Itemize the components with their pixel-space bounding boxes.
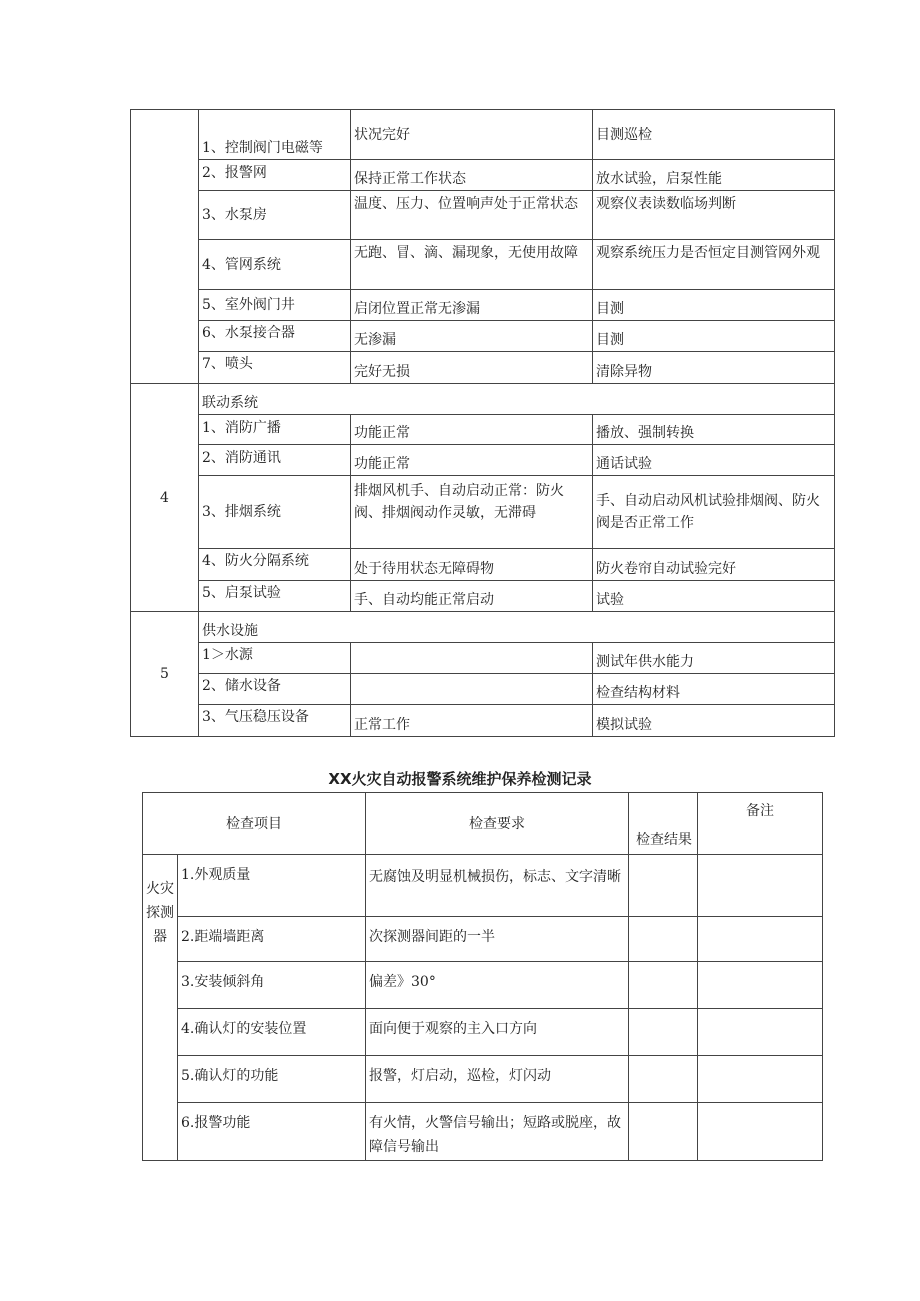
item-cell: 4.确认灯的安装位置 [178, 1009, 366, 1056]
method-cell: 目测 [593, 290, 835, 321]
note-cell [698, 855, 823, 917]
item-cell: 2、消防通讯 [199, 445, 351, 476]
method-cell: 播放、强制转换 [593, 415, 835, 445]
requirement-cell: 保持正常工作状态 [351, 160, 593, 191]
requirement-cell: 无跑、冒、滴、漏现象，无使用故障 [351, 240, 593, 290]
detector-inspection-table [142, 792, 823, 1161]
item-cell: 4、防火分隔系统 [199, 549, 351, 581]
group-number: 4 [131, 384, 199, 612]
group-title: 联动系统 [199, 384, 835, 415]
method-cell: 检查结构材料 [593, 674, 835, 705]
note-cell [698, 1103, 823, 1161]
requirement-cell: 功能正常 [351, 445, 593, 476]
item-cell: 1＞水源 [199, 643, 351, 674]
header-requirement: 检查要求 [366, 793, 629, 855]
note-cell [698, 1009, 823, 1056]
header-note: 备注 [698, 793, 823, 855]
method-cell: 目测 [593, 321, 835, 352]
result-cell [629, 1056, 698, 1103]
item-cell: 3、水泵房 [199, 191, 351, 240]
item-cell: 6、水泵接合器 [199, 321, 351, 352]
group-number-cell [131, 110, 199, 384]
requirement-cell: 无腐蚀及明显机械损伤，标志、文字清晰 [366, 855, 629, 917]
requirement-cell: 功能正常 [351, 415, 593, 445]
item-cell: 7、喷头 [199, 352, 351, 384]
item-cell: 2、储水设备 [199, 674, 351, 705]
method-cell: 防火卷帘自动试验完好 [593, 549, 835, 581]
note-cell [698, 917, 823, 962]
item-cell: 2.距端墙距离 [178, 917, 366, 962]
requirement-cell: 排烟风机手、自动启动正常：防火阀、排烟阀动作灵敏，无滞碍 [351, 476, 593, 549]
requirement-cell: 次探测器间距的一半 [366, 917, 629, 962]
header-item: 检查项目 [143, 793, 366, 855]
result-cell [629, 1103, 698, 1161]
item-cell: 1、控制阀门电磁等 [199, 110, 351, 160]
result-cell [629, 1009, 698, 1056]
requirement-cell: 有火情，火警信号输出；短路或脱座，故障信号输出 [366, 1103, 629, 1161]
item-cell: 3.安装倾斜角 [178, 962, 366, 1009]
requirement-cell: 正常工作 [351, 705, 593, 737]
requirement-cell: 无渗漏 [351, 321, 593, 352]
note-cell [698, 962, 823, 1009]
result-cell [629, 855, 698, 917]
item-cell: 3、排烟系统 [199, 476, 351, 549]
header-result: 检查结果 [629, 793, 698, 855]
requirement-cell: 偏差》30° [366, 962, 629, 1009]
item-cell: 3、气压稳压设备 [199, 705, 351, 737]
item-cell: 1、消防广播 [199, 415, 351, 445]
requirement-cell: 状况完好 [351, 110, 593, 160]
requirement-cell [351, 643, 593, 674]
note-cell [698, 1056, 823, 1103]
requirement-cell: 温度、压力、位置响声处于正常状态 [351, 191, 593, 240]
item-cell: 5.确认灯的功能 [178, 1056, 366, 1103]
result-cell [629, 917, 698, 962]
result-cell [629, 962, 698, 1009]
item-cell: 2、报警网 [199, 160, 351, 191]
record-title: XX火灾自动报警系统维护保养检测记录 [328, 770, 592, 788]
requirement-cell: 完好无损 [351, 352, 593, 384]
requirement-cell: 手、自动均能正常启动 [351, 581, 593, 612]
item-cell: 1.外观质量 [178, 855, 366, 917]
requirement-cell: 报警，灯启动，巡检，灯闪动 [366, 1056, 629, 1103]
requirement-cell: 启闭位置正常无渗漏 [351, 290, 593, 321]
method-cell: 模拟试验 [593, 705, 835, 737]
item-cell: 6.报警功能 [178, 1103, 366, 1161]
item-cell: 5、室外阀门井 [199, 290, 351, 321]
method-cell: 手、自动启动风机试验排烟阀、防火阀是否正常工作 [593, 476, 835, 549]
method-cell: 观察系统压力是否恒定目测管网外观 [593, 240, 835, 290]
method-cell: 试验 [593, 581, 835, 612]
method-cell: 目测巡检 [593, 110, 835, 160]
category-cell: 火灾探测器 [143, 855, 178, 1161]
method-cell: 观察仪表读数临场判断 [593, 191, 835, 240]
maintenance-table [130, 109, 835, 737]
item-cell: 5、启泵试验 [199, 581, 351, 612]
requirement-cell: 面向便于观察的主入口方向 [366, 1009, 629, 1056]
requirement-cell: 处于待用状态无障碍物 [351, 549, 593, 581]
item-cell: 4、管网系统 [199, 240, 351, 290]
method-cell: 清除异物 [593, 352, 835, 384]
group-number: 5 [131, 612, 199, 737]
method-cell: 放水试验，启泵性能 [593, 160, 835, 191]
requirement-cell [351, 674, 593, 705]
method-cell: 通话试验 [593, 445, 835, 476]
group-title: 供水设施 [199, 612, 835, 643]
method-cell: 测试年供水能力 [593, 643, 835, 674]
